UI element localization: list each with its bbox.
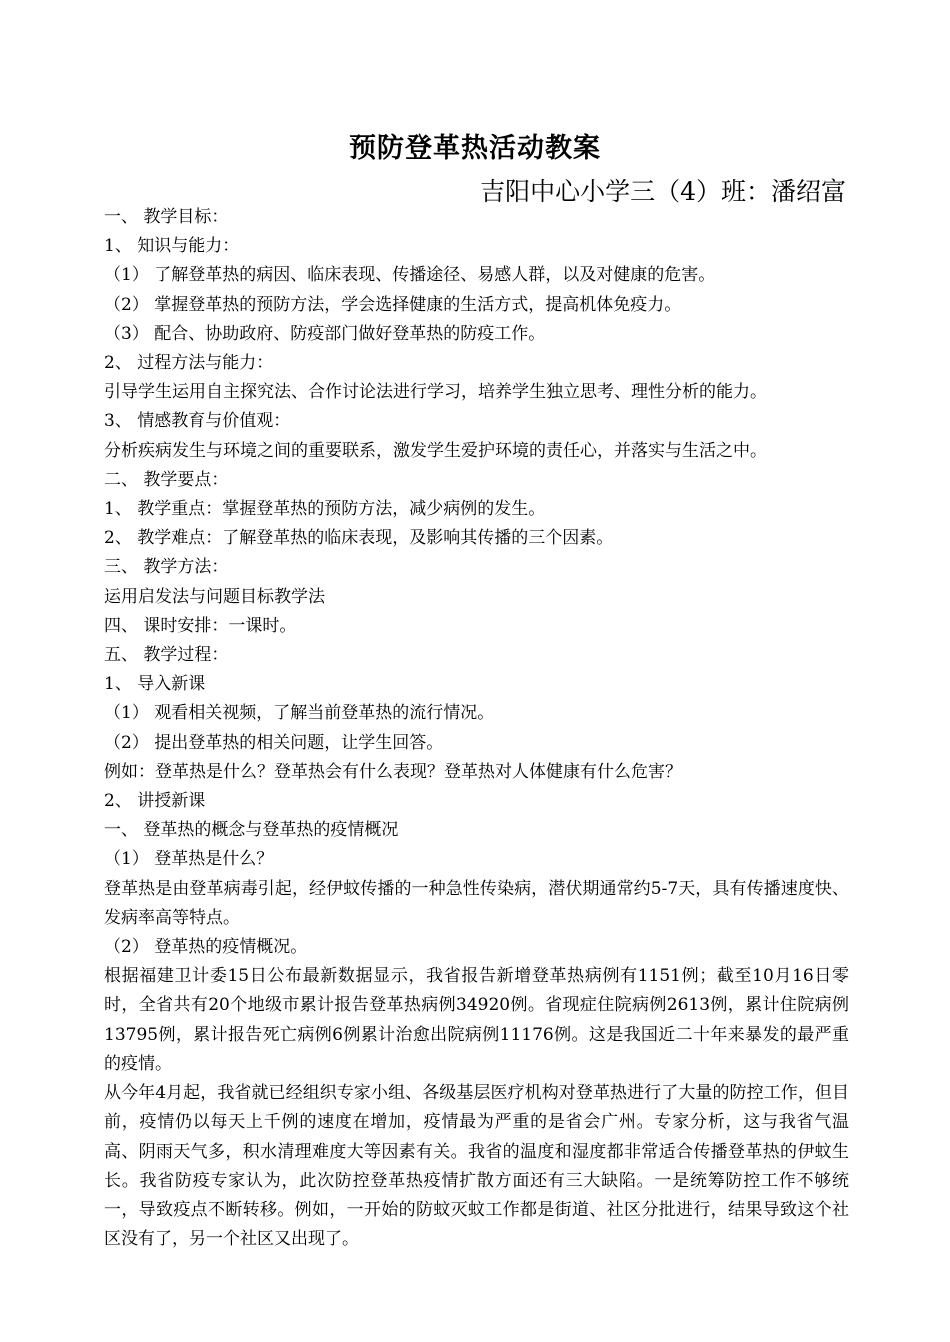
document-title: 预防登革热活动教案 [349,133,601,164]
section-heading: 一、 登革热的概念与登革热的疫情概况 [104,820,399,841]
list-item: （2） 登革热的疫情概况。 [104,937,308,958]
paragraph-epidemic-data: 根据福建卫计委15日公布最新数据显示，我省报告新增登革热病例有1151例；截至10月16日零时，全省共有20个地级市累计报告登革热病例34920例。省现症住院病例2613例，累计住院病例13795例，累计报告死亡病例6例累计治愈出院病例11176例。这是我国近二十年来暴发的最严重的疫情。 [104,966,849,1074]
heading-schedule: 四、 课时安排：一课时。 [104,615,297,636]
list-item: （1） 观看相关视频，了解当前登革热的流行情况。 [104,703,495,724]
subheading-process: 2、 过程方法与能力： [104,353,274,374]
text-line: 分析疾病发生与环境之间的重要联系，激发学生爱护环境的责任心，并落实与生活之中。 [104,440,767,461]
paragraph-definition: 登革热是由登革病毒引起，经伊蚊传播的一种急性传染病，潜伏期通常约5-7天，具有传播速度快、发病率高等特点。 [104,878,849,928]
list-item: （3） 配合、协助政府、防疫部门做好登革热的防疫工作。 [104,323,546,344]
list-item: （2） 提出登革热的相关问题，让学生回答。 [104,732,444,753]
subheading-emotion: 3、 情感教育与价值观： [104,411,291,432]
subheading-intro: 1、 导入新课 [104,674,206,695]
heading-teaching-goals: 一、 教学目标： [104,207,229,227]
heading-methods: 三、 教学方法： [104,557,229,578]
text-line: 引导学生运用自主探究法、合作讨论法进行学习，培养学生独立思考、理性分析的能力。 [104,382,767,403]
subheading-knowledge: 1、 知识与能力： [104,236,240,257]
text-line: 运用启发法与问题目标教学法 [104,586,325,607]
list-item: 1、 教学重点：掌握登革热的预防方法，减少病例的发生。 [104,499,546,520]
document-byline: 吉阳中心小学三（4）班：潘绍富 [480,177,846,206]
list-item: 2、 教学难点：了解登革热的临床表现，及影响其传播的三个因素。 [104,528,614,549]
heading-process: 五、 教学过程： [104,645,229,666]
list-item: （1） 了解登革热的病因、临床表现、传播途径、易感人群，以及对健康的危害。 [104,265,716,286]
text-line: 例如：登革热是什么？登革热会有什么表现？登革热对人体健康有什么危害？ [104,761,682,782]
subheading-new-lesson: 2、 讲授新课 [104,791,206,812]
list-item: （1） 登革热是什么？ [104,849,274,870]
list-item: （2） 掌握登革热的预防方法，学会选择健康的生活方式，提高机体免疫力。 [104,294,682,315]
paragraph-control-work: 从今年4月起，我省就已经组织专家小组、各级基层医疗机构对登革热进行了大量的防控工作，但目前，疫情仍以每天上千例的速度在增加，疫情最为严重的是省会广州。专家分析，这与我省气温高、阴雨天气多，积水清理难度大等因素有关。我省的温度和湿度都非常适合传播登革热的伊蚊生长。我省防疫专家认为，此次防控登革热疫情扩散方面还有三大缺陷。一是统筹防控工作不够统一，导致疫点不断转移。例如，一开始的防蚊灭蚊工作都是街道、社区分批进行，结果导致这个社区没有了，另一个社区又出现了。 [104,1083,849,1250]
document-body [104,203,849,1254]
heading-key-points: 二、 教学要点： [104,469,229,490]
